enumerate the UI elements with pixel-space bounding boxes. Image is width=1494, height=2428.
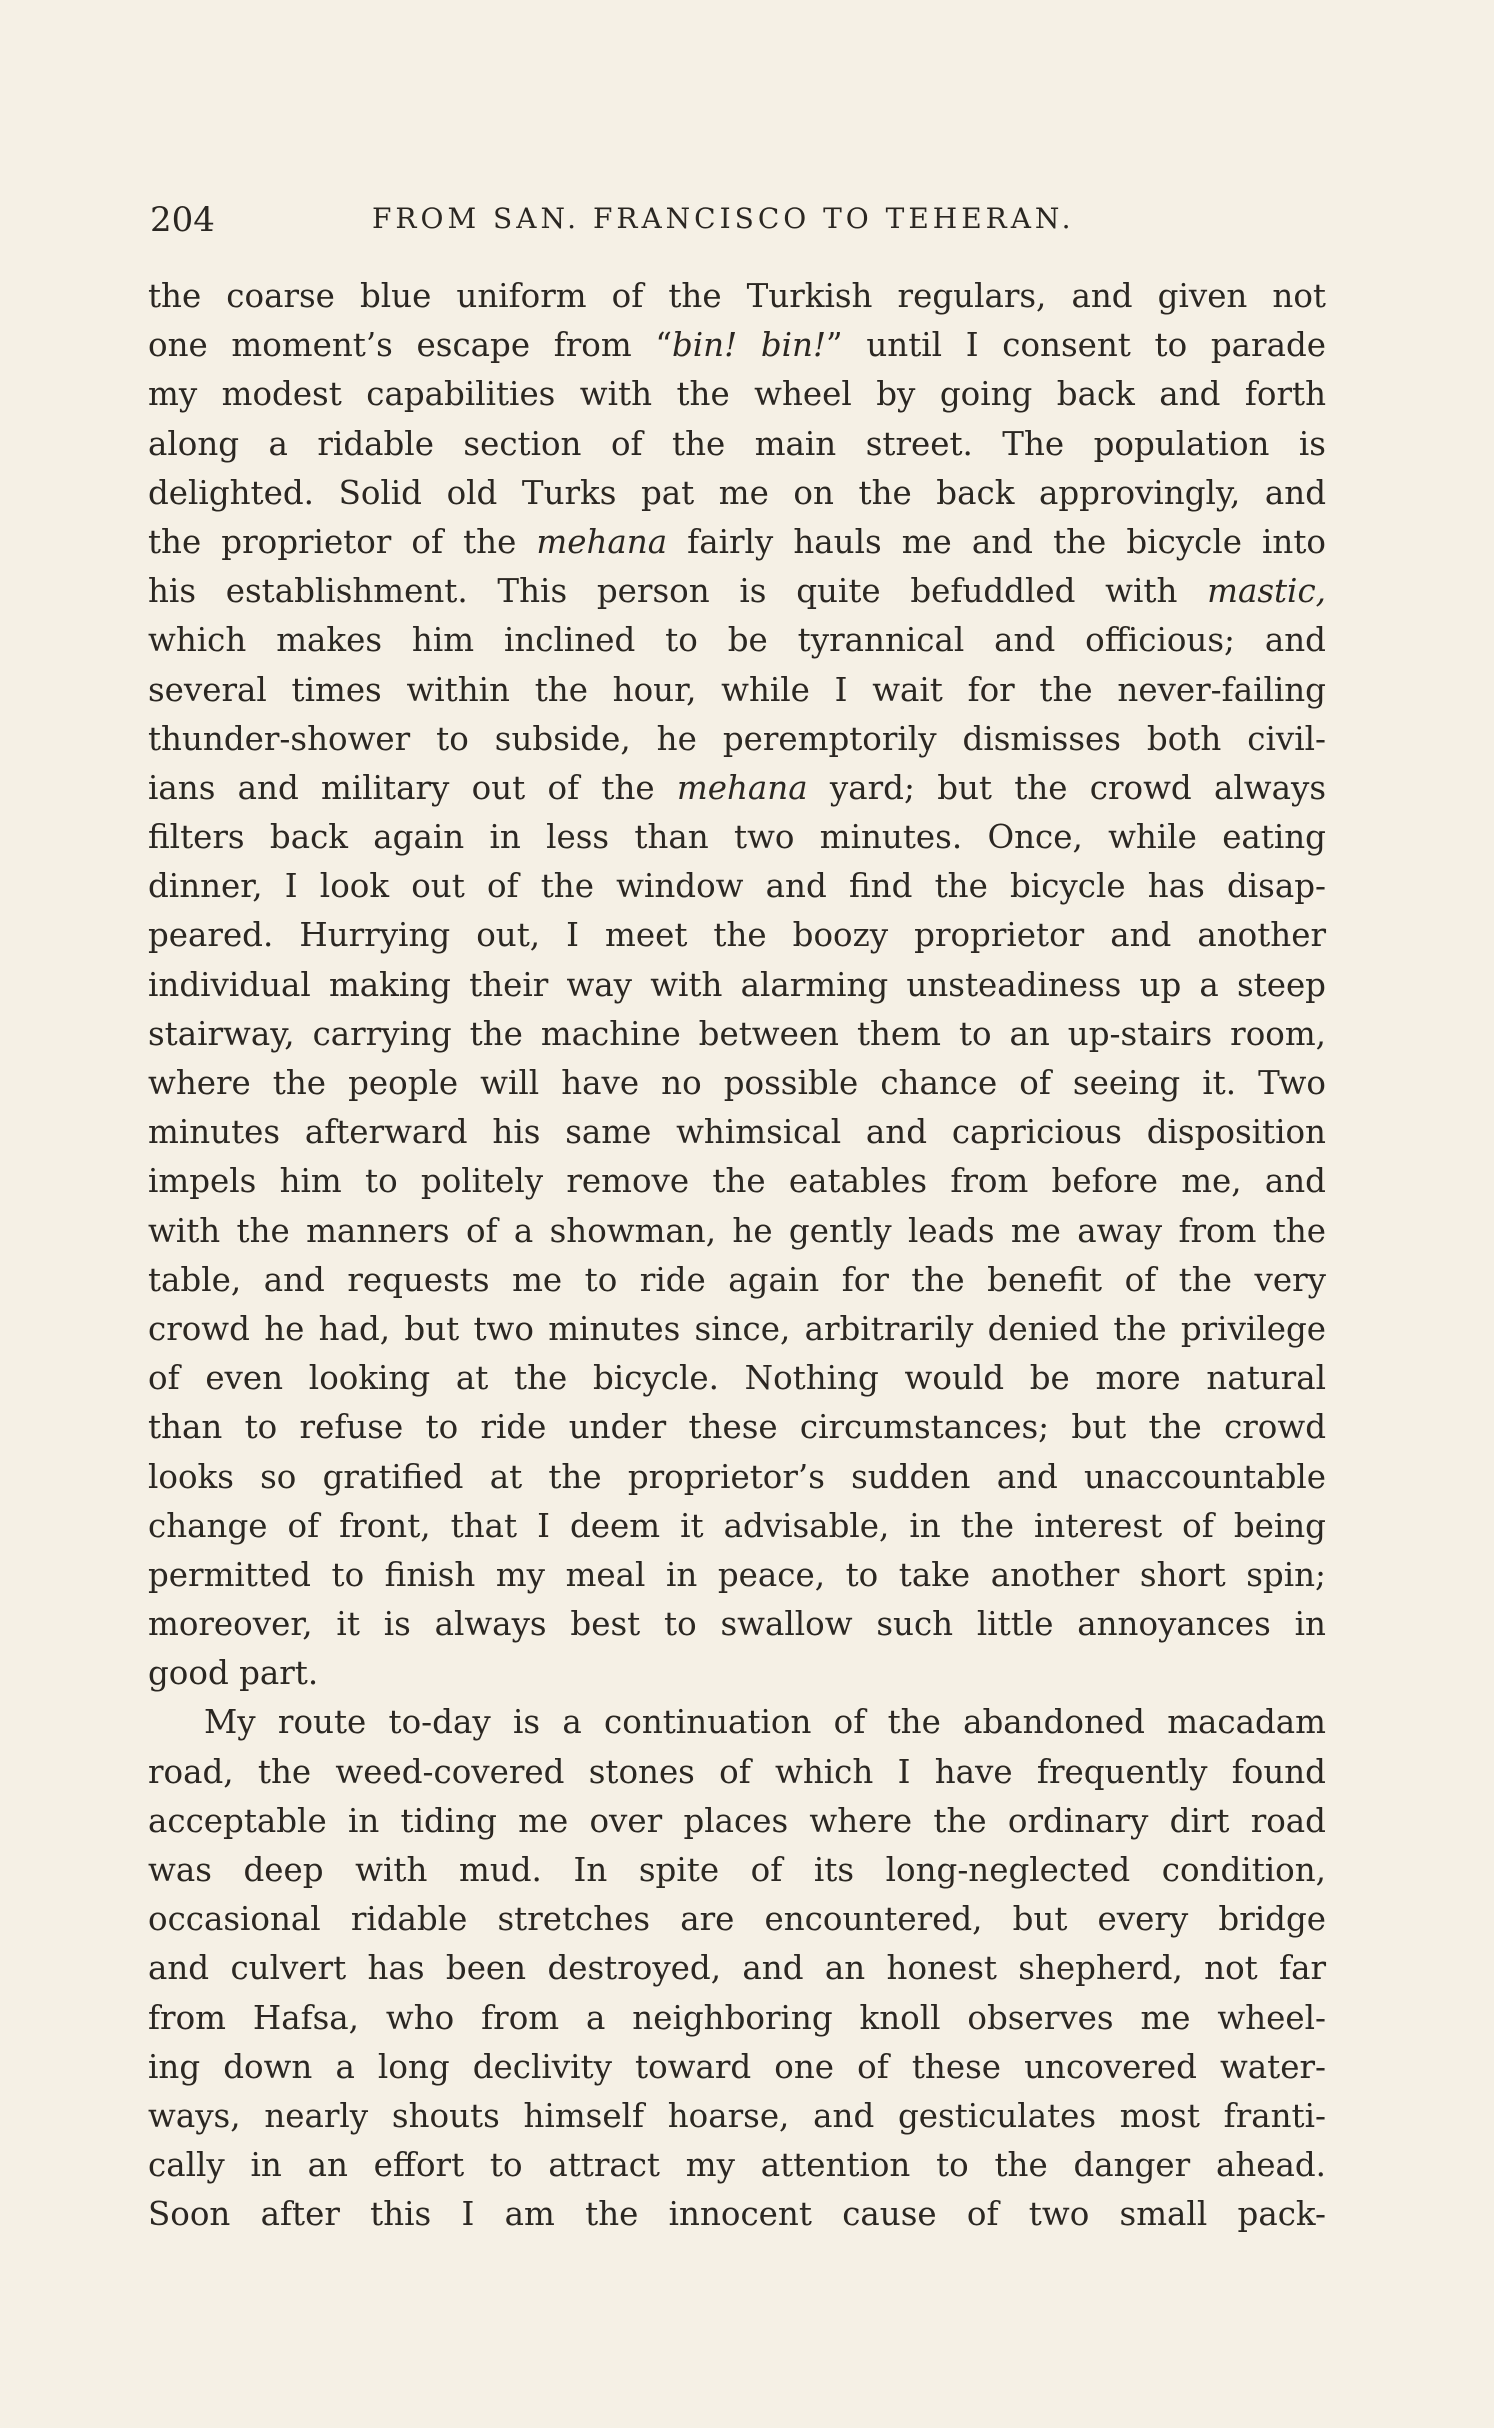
text-line <box>148 1010 1326 1059</box>
italic-text: mehana <box>676 768 808 807</box>
text-line <box>148 1944 1326 1993</box>
text-segment: acceptable in tiding me over places where the ordinary dirt road <box>148 1801 1326 1840</box>
text-segment: than to refuse to ride under these circumstances; but the crowd <box>148 1408 1326 1447</box>
italic-text: mehana <box>536 522 668 561</box>
text-segment: ians and military out of the <box>148 768 677 807</box>
text-segment: the proprietor of the <box>148 522 537 561</box>
text-segment: looks so gratified at the proprietor’s sudden and unaccountable <box>148 1457 1326 1496</box>
text-line <box>148 370 1326 419</box>
text-line <box>148 1895 1326 1944</box>
text-segment: his establishment. This person is quite befuddled with <box>148 572 1208 611</box>
text-line <box>148 469 1326 518</box>
text-segment: cally in an effort to attract my attention to the danger ahead. <box>148 2146 1326 2185</box>
text-segment: which makes him inclined to be tyrannical and officious; and <box>148 621 1326 660</box>
text-segment: occasional ridable stretches are encountered, but every bridge <box>148 1900 1326 1939</box>
text-segment: thunder-shower to subside, he peremptorily dismisses both civil- <box>148 719 1326 758</box>
running-title: FROM SAN. FRANCISCO TO TEHERAN. <box>372 202 1075 235</box>
text-line <box>148 911 1326 960</box>
text-line <box>148 1698 1326 1747</box>
text-segment: ways, nearly shouts himself hoarse, and gesticulates most franti- <box>148 2096 1326 2135</box>
text-line <box>148 1403 1326 1452</box>
text-segment: of even looking at the bicycle. Nothing would be more natural <box>148 1359 1326 1398</box>
text-line <box>148 2092 1326 2141</box>
text-segment: moreover, it is always best to swallow such little annoyances in <box>148 1605 1326 1644</box>
text-line <box>148 666 1326 715</box>
text-line <box>148 272 1326 321</box>
text-line <box>148 715 1326 764</box>
text-segment: the coarse blue uniform of the Turkish regulars, and given not <box>148 277 1326 315</box>
text-segment: delighted. Solid old Turks pat me on the back approvingly, and <box>148 473 1326 512</box>
text-line <box>148 2043 1326 2092</box>
text-segment: table, and requests me to ride again for the benefit of the very <box>148 1260 1326 1299</box>
text-line <box>148 1551 1326 1600</box>
text-line <box>148 2190 1326 2239</box>
text-segment: and culvert has been destroyed, and an honest shepherd, not far <box>148 1949 1326 1988</box>
text-line <box>148 1305 1326 1354</box>
text-segment: crowd he had, but two minutes since, arbitrarily denied the privilege <box>148 1309 1326 1348</box>
text-segment: impels him to politely remove the eatables from before me, and <box>148 1162 1326 1201</box>
italic-text: mastic, <box>1207 572 1326 611</box>
text-line <box>148 616 1326 665</box>
text-segment: with the manners of a showman, he gently leads me away from the <box>148 1211 1326 1250</box>
text-line <box>148 321 1326 370</box>
text-line <box>148 1748 1326 1797</box>
text-line <box>148 1059 1326 1108</box>
text-segment: was deep with mud. In spite of its long-neglected condition, <box>148 1851 1326 1889</box>
text-line <box>148 764 1326 813</box>
text-segment: fairly hauls me and the bicycle into <box>667 522 1326 561</box>
text-line <box>148 518 1326 567</box>
text-segment: Soon after this I am the innocent cause of two small pack- <box>148 2195 1326 2234</box>
body-text <box>148 272 1326 2240</box>
text-segment: along a ridable section of the main street. The population is <box>148 424 1326 463</box>
text-line <box>148 420 1326 469</box>
text-segment: dinner, I look out of the window and find the bicycle has disap- <box>148 867 1326 906</box>
text-segment: stairway, carrying the machine between them to an up-stairs room, <box>148 1014 1326 1053</box>
text-segment: filters back again in less than two minutes. Once, while eating <box>148 818 1326 857</box>
text-segment: road, the weed-covered stones of which I have frequently found <box>148 1752 1326 1791</box>
text-line <box>148 862 1326 911</box>
text-segment: one moment’s escape from “ <box>148 326 672 365</box>
text-segment: yard; but the crowd always <box>807 768 1326 807</box>
text-line <box>148 1649 1326 1698</box>
text-line <box>148 1157 1326 1206</box>
text-line <box>148 1354 1326 1403</box>
text-line <box>148 1846 1326 1895</box>
text-line <box>148 2141 1326 2190</box>
text-line <box>148 1207 1326 1256</box>
page-number: 204 <box>150 200 215 240</box>
text-segment: from Hafsa, who from a neighboring knoll observes me wheel- <box>148 1998 1326 2037</box>
text-line <box>148 1502 1326 1551</box>
text-segment: good part. <box>148 1654 319 1693</box>
text-segment: ing down a long declivity toward one of these uncovered water- <box>148 2047 1326 2086</box>
running-head <box>150 200 1320 248</box>
text-segment: My route to-day is a continuation of the abandoned macadam <box>204 1703 1326 1742</box>
italic-text: bin! bin! <box>671 326 827 365</box>
text-segment: change of front, that I deem it advisable, in the interest of being <box>148 1506 1326 1545</box>
text-line <box>148 1108 1326 1157</box>
text-line <box>148 1256 1326 1305</box>
text-segment: ” until I consent to parade <box>826 326 1326 365</box>
text-line <box>148 1600 1326 1649</box>
text-line <box>148 813 1326 862</box>
text-segment: individual making their way with alarming unsteadiness up a steep <box>148 965 1326 1004</box>
text-line <box>148 1453 1326 1502</box>
text-line <box>148 567 1326 616</box>
text-segment: where the people will have no possible chance of seeing it. Two <box>148 1064 1326 1102</box>
text-segment: several times within the hour, while I wait for the never-failing <box>148 670 1326 709</box>
text-segment: my modest capabilities with the wheel by going back and forth <box>148 375 1326 414</box>
text-segment: minutes afterward his same whimsical and capricious disposition <box>148 1113 1326 1152</box>
text-line <box>148 1994 1326 2043</box>
text-segment: peared. Hurrying out, I meet the boozy proprietor and another <box>148 916 1326 955</box>
text-line <box>148 961 1326 1010</box>
text-segment: permitted to finish my meal in peace, to take another short spin; <box>148 1555 1326 1594</box>
text-line <box>148 1797 1326 1846</box>
